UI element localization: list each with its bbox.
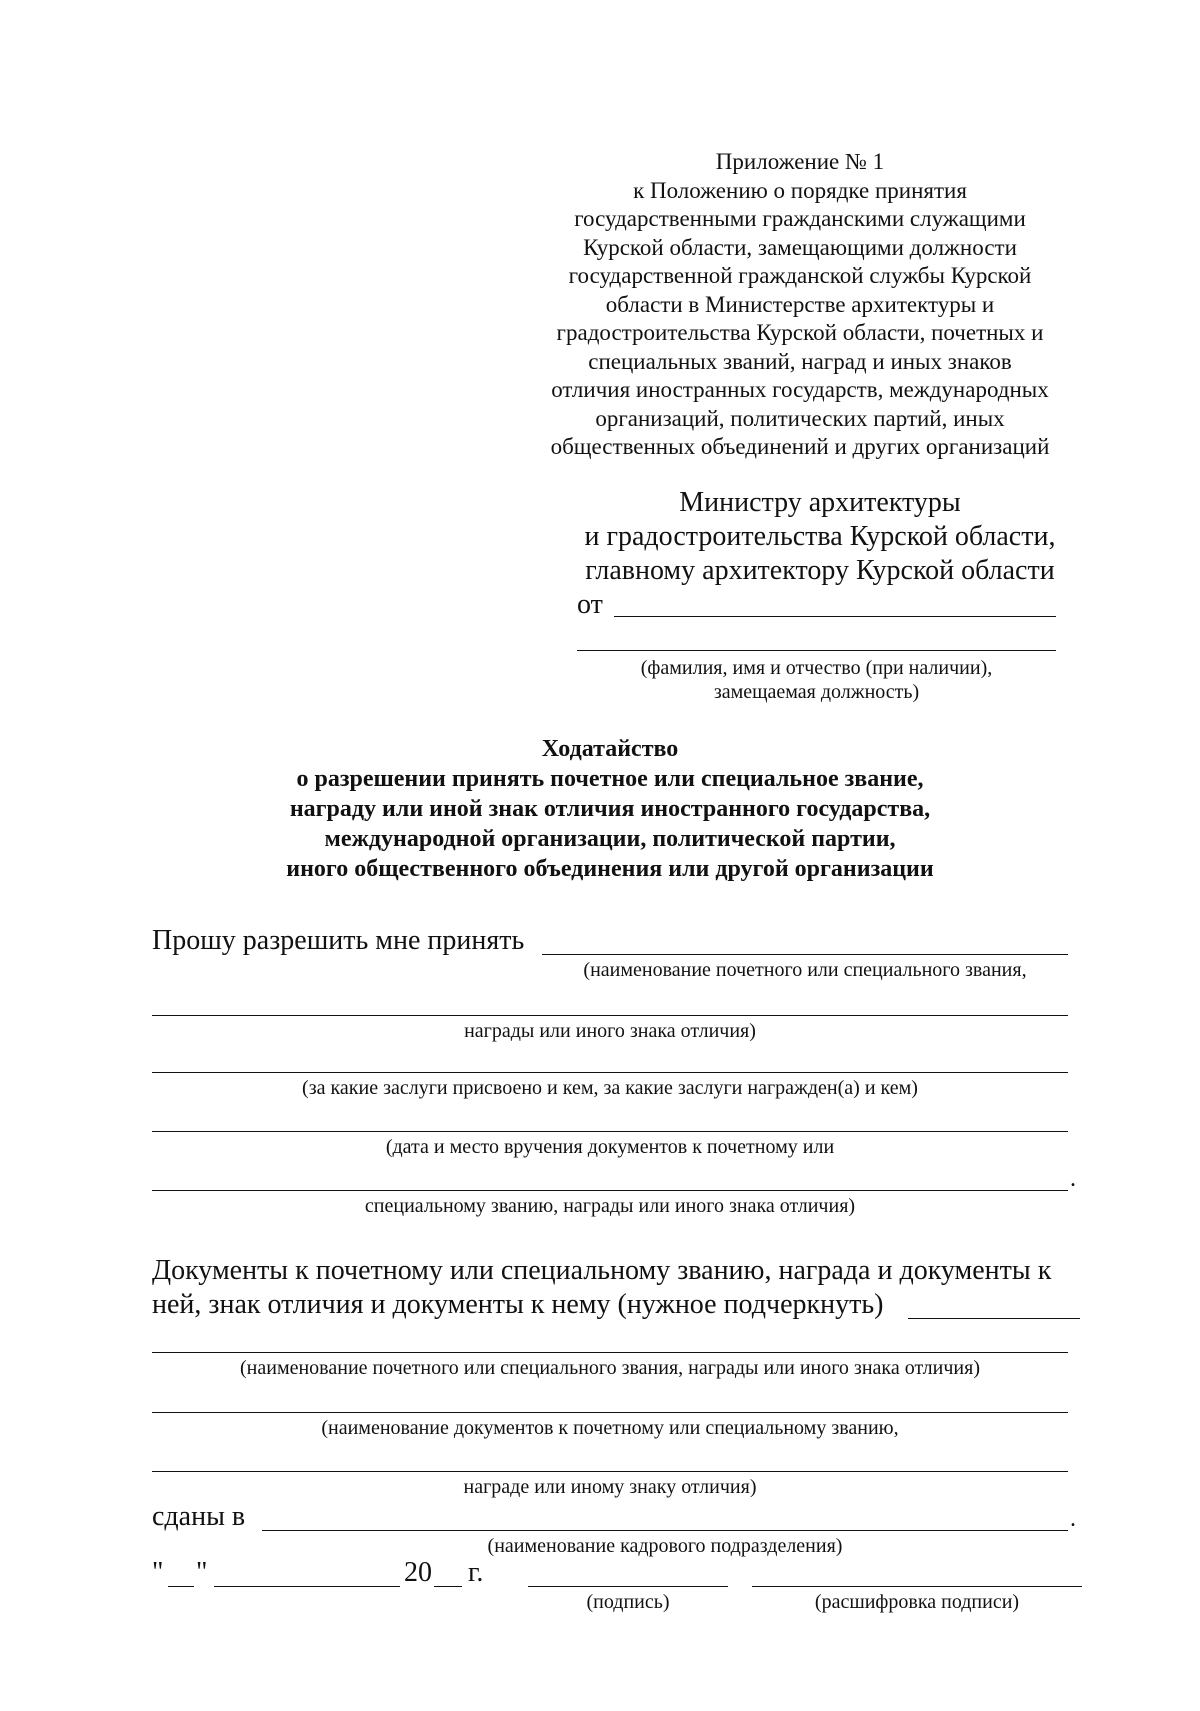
award-docs-caption: (наименование почетного или специального звания, награды или иного знака отличия) (240, 1357, 980, 1379)
addressee-line: и градостроительства Курской области, (584, 521, 1056, 552)
appendix-line: общественных объединений и других организаций (550, 434, 1050, 459)
from-label: от (577, 589, 603, 620)
appendix-line: отличия иностранных государств, международных (551, 377, 1049, 402)
title-line: иного общественного объединения или другой организации (286, 856, 934, 882)
from-field-line[interactable] (614, 616, 1056, 617)
appendix-block (520, 148, 1080, 462)
award-docs-line[interactable] (152, 1352, 1068, 1353)
documents-name-caption-2: награде или иному знаку отличия) (463, 1476, 757, 1498)
from-caption (577, 656, 1056, 704)
appendix-line: области в Министерстве архитектуры и (605, 291, 995, 317)
date-place-line[interactable] (152, 1131, 1068, 1132)
date-quote-close: " (196, 1557, 208, 1588)
year-line[interactable] (434, 1586, 462, 1587)
signature-line[interactable] (528, 1586, 728, 1587)
request-lead: Прошу разрешить мне принять (152, 925, 525, 956)
title-line: о разрешении принять почетное или специальное звание, (296, 766, 924, 792)
date-place-caption: (дата и место вручения документов к почетному или (385, 1136, 835, 1158)
addressee-line: главному архитектору Курской области (585, 555, 1055, 586)
from-caption-line: замещаемая должность) (713, 681, 920, 703)
award-name-line-2[interactable] (152, 1015, 1068, 1016)
from-caption-line: (фамилия, имя и отчество (при наличии), (640, 657, 993, 679)
appendix-line: Приложение № 1 (715, 149, 885, 174)
award-name-caption: (наименование почетного или специального звания, (583, 959, 1027, 981)
appendix-line: Курской области, замещающими должности (583, 234, 1017, 260)
date-quote-open: " (152, 1557, 164, 1588)
day-line[interactable] (168, 1586, 194, 1587)
documents-name-caption: (наименование документов к почетному или специальному званию, (321, 1417, 899, 1439)
month-line[interactable] (214, 1586, 400, 1587)
documents-name-line[interactable] (152, 1412, 1068, 1413)
documents-line-2: ней, знак отличия и документы к нему (нужное подчеркнуть) (152, 1289, 884, 1320)
date-place-caption-2: специальному званию, награды или иного знака отличия) (364, 1195, 856, 1217)
title-line: Ходатайство (541, 736, 679, 762)
appendix-line: государственными гражданскими служащими (574, 206, 1026, 231)
end-dot: . (1070, 1166, 1076, 1192)
appendix-line: государственной гражданской службы Курской (568, 263, 1032, 288)
signature-caption: (подпись) (586, 1591, 670, 1613)
year-prefix: 20 (404, 1557, 432, 1588)
signature-decode-line[interactable] (752, 1586, 1082, 1587)
appendix-line: специальных званий, наград и иных знаков (588, 348, 1012, 374)
petition-title (150, 734, 1070, 884)
addressee-line: Министру архитектуры (679, 487, 961, 518)
appendix-line: к Положению о порядке принятия (633, 177, 967, 203)
addressee-block (560, 486, 1080, 588)
title-line: международной организации, политической партии, (324, 826, 896, 852)
documents-field-line[interactable] (908, 1318, 1080, 1319)
merits-line[interactable] (152, 1072, 1068, 1073)
submitted-end-dot: . (1070, 1506, 1076, 1532)
documents-line-1: Документы к почетному или специальному званию, награда и документы к (152, 1255, 1052, 1286)
from-field-line-2[interactable] (577, 650, 1056, 651)
date-place-line-2[interactable] (152, 1190, 1068, 1191)
hr-department-caption: (наименование кадрового подразделения) (487, 1535, 843, 1557)
year-suffix: г. (468, 1557, 484, 1588)
award-type-caption: награды или иного знака отличия) (464, 1020, 756, 1042)
merits-caption: (за какие заслуги присвоено и кем, за какие заслуги награжден(а) и кем) (302, 1077, 918, 1099)
title-line: награду или иной знак отличия иностранного государства, (289, 796, 931, 822)
signature-decode-caption: (расшифровка подписи) (814, 1591, 1020, 1613)
award-name-line[interactable] (542, 954, 1068, 955)
appendix-line: градостроительства Курской области, почетных и (556, 320, 1044, 345)
documents-name-line-2[interactable] (152, 1471, 1068, 1472)
hr-department-line[interactable] (262, 1530, 1068, 1531)
appendix-line: организаций, политических партий, иных (595, 405, 1005, 431)
submitted-label: сданы в (152, 1501, 246, 1532)
